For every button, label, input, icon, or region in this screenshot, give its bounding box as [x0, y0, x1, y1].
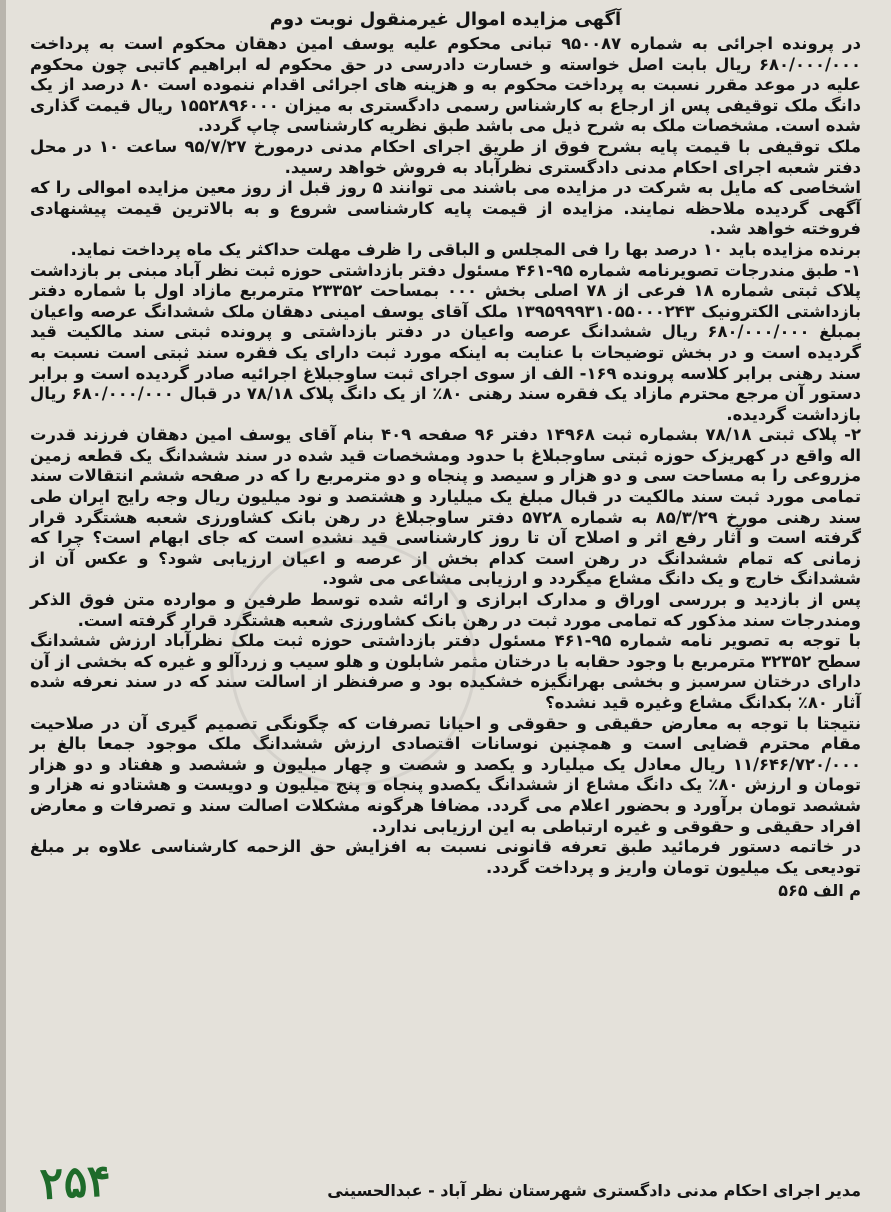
paragraph-payment: برنده مزایده باید ۱۰ درصد بها را فی المجلس و الباقی را ظرف مهلت حداکثر یک ماه پرداخت نماید.: [70, 239, 861, 259]
paragraph-item-1: ۱- طبق مندرجات تصویرنامه شماره ۹۵-۴۶۱ مسئول دفتر بازداشتی حوزه ثبت نظر آباد مبنی بر بازداشت پلاک ثبتی شماره ۱۸ فرعی از ۷۸ اصلی بخش ۰۰۰ بمساحت ۲۳۳۵۲ مترمربع مازاد اول با شماره دفتر بازداشتی الکترونیک ۱۳۹۵۹۹۹۳۱۰۵۵۰۰۰۲۴۳ ملک آقای یوسف امینی دهقان ملک ششدانگ عرصه واعیان بمبلغ ۶۸۰/۰۰۰/۰۰۰ ریال ششدانگ عرصه واعیان در دفتر بازداشتی و پرونده ثبتی سند مالکیت قید گردیده است و در بخش توضیحات با عنایت به اینکه مورد ثبت دارای یک فقره سند ثبتی است نسبت به سند رهنی برابر کلاسه پرونده ۱۶۹- الف از سوی اجرای ثبت ساوجبلاغ اجرائیه صادر گردیده است و برابر دستور آن مرجع محترم مازاد یک فقره سند رهنی ۸۰٪ از یک دانگ پلاک ۷۸/۱۸ در قبال ۶۸۰/۰۰۰/۰۰۰ ریال بازداشت گردیده.: [30, 260, 861, 424]
signature-line: مدیر اجرای احکام مدنی دادگستری شهرستان نظر آباد - عبدالحسینی: [327, 1181, 861, 1200]
paragraph-conclusion: نتیجتا با توجه به معارض حقیقی و حقوقی و احیانا تصرفات که چگونگی تصمیم گیری آن در صلاحیت مقام محترم قضایی است و همچنین نوسانات اقتصادی ارزش ششدانگ ملک موجود جمعا بالغ بر ۱۱/۶۴۶/۷۲۰/۰۰۰ ریال معادل یک میلیارد و یکصد و شصت و چهار میلیون و ششصد و هفتاد و دو هزار تومان و ارزش ۸۰٪ یک دانگ مشاع از ششدانگ یکصدو پنجاه و پنج میلیون و دویست و هشتادو نه هزار و ششصد تومان برآورد و بحضور اعلام می گردد. مضافا هرگونه مشکلات اصالت سند و تصرفات و معارض افراد حقیقی و حقوقی و غیره ارتباطی به این ارزیابی ندارد.: [30, 713, 861, 836]
paragraph-closing: در خاتمه دستور فرمائید طبق تعرفه قانونی نسبت به افزایش حق الزحمه کارشناسی علاوه بر مبلغ تودیعی یک میلیون تومان واریز و پرداخت گردد.: [30, 837, 861, 877]
handwritten-number: ۲۵۴: [38, 1155, 113, 1210]
paragraph-valuation: با توجه به تصویر نامه شماره ۹۵-۴۶۱ مسئول دفتر بازداشتی حوزه ثبت ملک نظرآباد ارزش ششدانگ سطح ۳۲۳۵۲ مترمربع با وجود حقابه با درختان مثمر شابلون و هلو سیب و زردآلو و غیره که بخشی از آن دارای درختان سرسبز و بخشی بهرانگیزه خشکیده بود و صرفنظر از اسالت سند که در سند نعرفه شده آثار ۸۰٪ بکدانگ مشاع وغیره قید نشده؟: [30, 631, 862, 712]
notice-code: م الف ۵۶۵: [778, 881, 861, 901]
paragraph-item-2: ۲- پلاک ثبتی ۷۸/۱۸ بشماره ثبت ۱۴۹۶۸ دفتر ۹۶ صفحه ۴۰۹ بنام آقای یوسف امین دهقان فرزند قدرت اله واقع در کهریزک حوزه ثبتی ساوجبلاغ با حدود ومشخصات قید شده در سند ششدانگ یک قطعه زمین مزروعی را به مساحت سی و دو هزار و سیصد و پنجاه و دو مترمربع را که در صفحه ششم انتقالات سند تمامی مورد ثبت سند مالکیت در قبال مبلغ یک میلیارد و هشتصد و نود میلیون ریال وجه رایج ایران طی سند رهنی مورخ ۸۵/۳/۲۹ به شماره ۵۷۲۸ دفتر ساوجبلاغ در رهن بانک کشاورزی شعبه هشتگرد قرار گرفته است و آثار رفع اثر و اصلاح آن تا روز کارشناسی قید نشده است که جای ابهام است؟ چرا که زمانی که تمام ششدانگ در رهن است کدام بخش از عرصه و اعیان ارزیابی شود؟ و عکس آن از ششدانگ خارج و یک دانگ مشاع میگردد و ارزیابی مشاعی می شود.: [30, 425, 862, 589]
paragraph-inspection: اشخاصی که مایل به شرکت در مزایده می باشند می توانند ۵ روز قبل از روز معین مزایده اموالی را که آگهی گردیده ملاحظه نمایند. مزایده از قیمت پایه کارشناسی شروع و به بالاترین قیمت پیشنهادی فروخته خواهد شد.: [30, 178, 861, 239]
notice-title: آگهی مزایده اموال غیرمنقول نوبت دوم: [269, 9, 622, 30]
paragraph-case: در پرونده اجرائی به شماره ۹۵۰۰۸۷ تبانی محکوم علیه یوسف امین دهقان محکوم است به پرداخت ۶۸۰/۰۰۰/۰۰۰ ریال بابت اصل خواسته و خسارت دادرسی در حق محکوم له ابراهیم کاتبی چون محکوم علیه در موعد مقرر نسبت به پرداخت محکوم به و هزینه های اجرائی اقدام ننموده است ۸۰ درصد از یک دانگ ملک توقیفی پس از ارجاع به کارشناس رسمی دادگستری به میزان ۱۵۵۲۸۹۶۰۰۰ ریال قیمت گذاری شده است. مشخصات ملک به شرح ذیل می باشد طبق نظریه کارشناسی چاپ گردد.: [30, 34, 862, 136]
paragraph-auction-date: ملک توقیفی با قیمت پایه بشرح فوق از طریق اجرای احکام مدنی درمورخ ۹۵/۷/۲۷ ساعت ۱۰ در محل دفتر شعبه اجرای احکام مدنی دادگستری نظرآباد به فروش خواهد رسید.: [30, 136, 862, 177]
paragraph-review: پس از بازدید و بررسی اوراق و مدارک ابرازی و ارائه شده توسط طرفین و موارده متن فوق الذکر ومندرجات سند مذکور که تمامی مورد ثبت در رهن بانک کشاورزی شعبه هشتگرد قرار گرفته است.: [30, 590, 861, 630]
